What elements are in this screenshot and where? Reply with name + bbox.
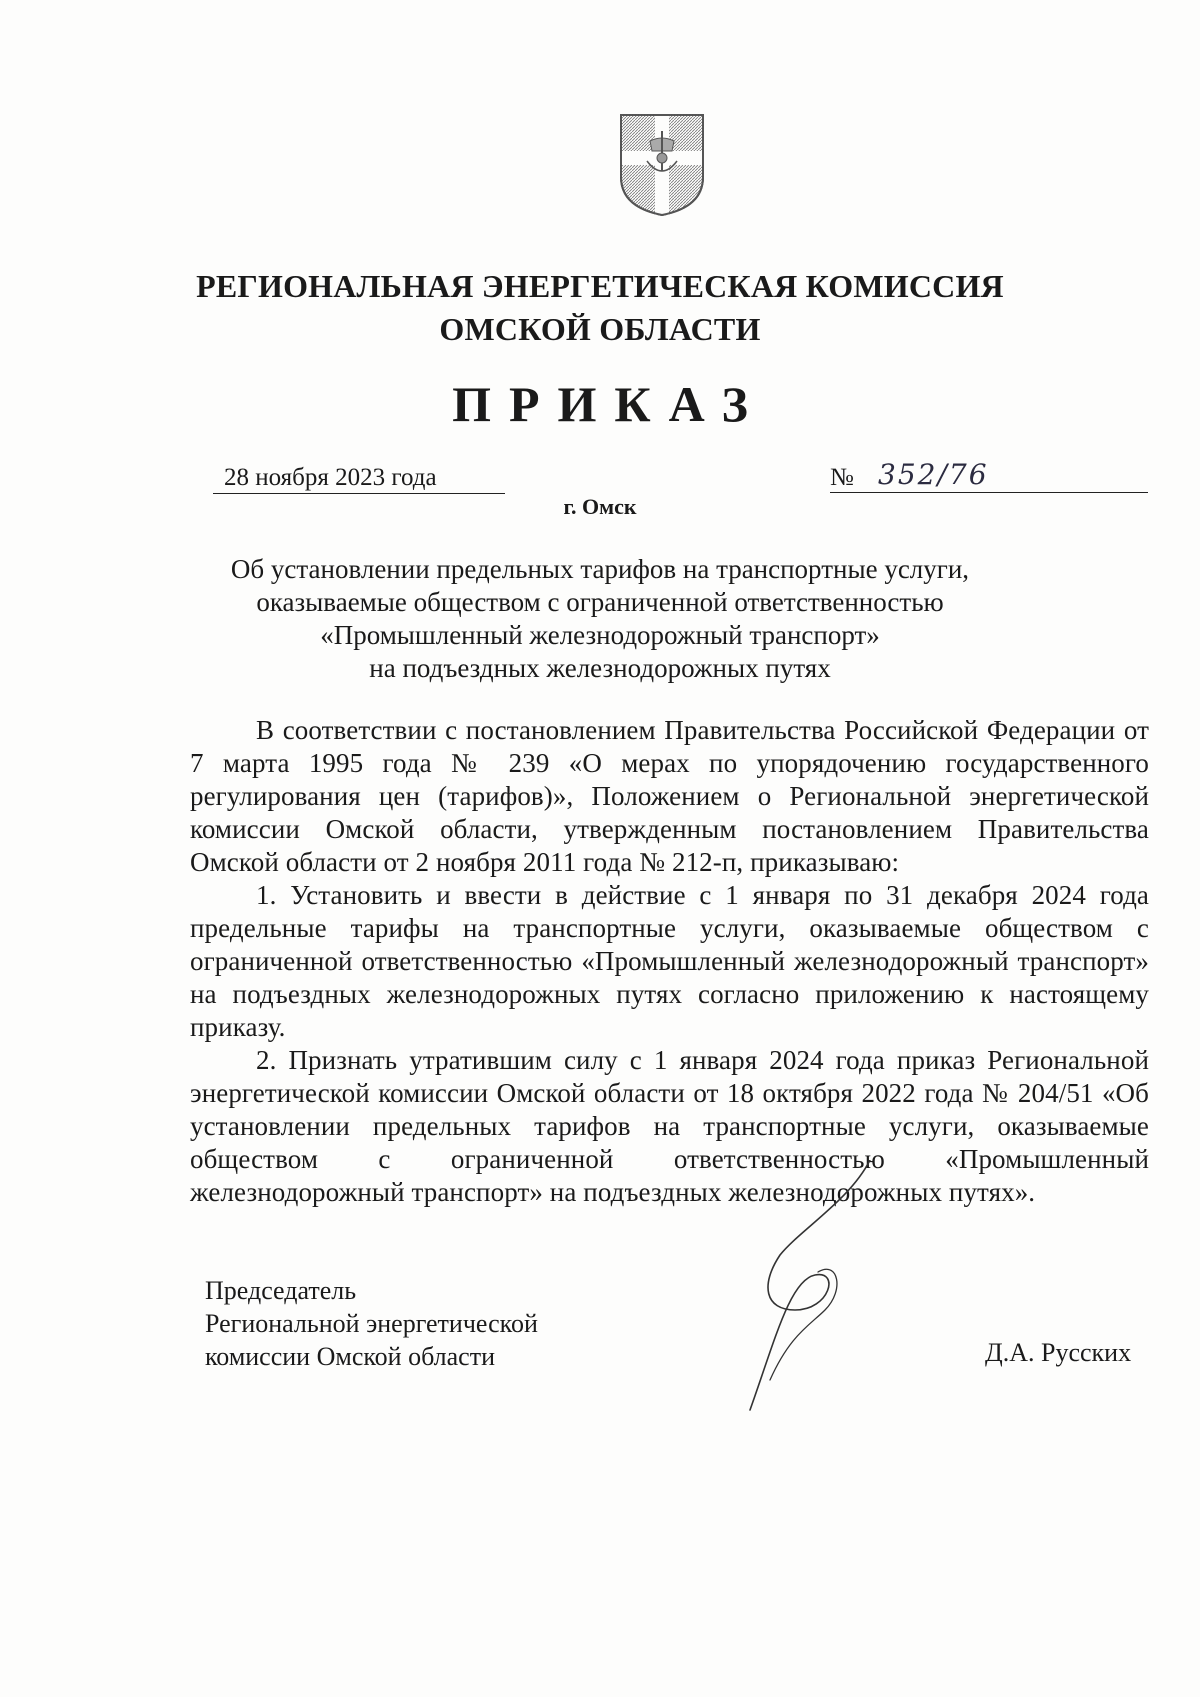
signatory-position-line: комиссии Омской области <box>205 1342 495 1371</box>
subject-line: Об установлении предельных тарифов на транспортные услуги, <box>230 554 970 584</box>
signatory-name: Д.А. Русских <box>985 1338 1132 1367</box>
document-number <box>830 460 1148 493</box>
document-date-text: 28 ноября 2023 года <box>224 464 437 491</box>
number-sign: № <box>830 464 854 491</box>
organization-title-line1: РЕГИОНАЛЬНАЯ ЭНЕРГЕТИЧЕСКАЯ КОМИССИЯ <box>196 268 1004 304</box>
document-number-value: 352/76 <box>878 458 989 491</box>
organization-title-line2: ОМСКОЙ ОБЛАСТИ <box>439 311 761 347</box>
signatory-position <box>205 1274 538 1373</box>
subject-line: оказываемые обществом с ограниченной ответственностью <box>256 587 944 617</box>
body-paragraph-preamble: В соответствии с постановлением Правительства Российской Федерации от 7 марта 1995 года № 239 «О мерах по упорядочению государственного регулирования цен (тарифов)», Положением о Региональной энергетической комиссии Омской области, утвержденным постановлением Правительства Омской области от 2 ноября 2011 года № 212-п, приказываю: <box>190 715 1149 877</box>
signatory-position-line: Председатель <box>205 1276 357 1305</box>
city-name: г. Омск <box>563 494 637 519</box>
subject-line: «Промышленный железнодорожный транспорт» <box>320 620 880 650</box>
document-date <box>213 463 505 494</box>
document-body <box>190 714 1149 1209</box>
document-subject <box>0 553 1200 685</box>
body-paragraph-item-2: 2. Признать утратившим силу с 1 января 2024 года приказ Региональной энергетической комиссии Омской области от 18 октября 2022 года № 204/51 «Об установлении предельных тарифов на транспортные услуги, оказываемые обществом с ограниченной ответственностью «Промышленный железнодорожный транспорт» на подъездных железнодорожных путях». <box>190 1045 1149 1207</box>
subject-line: на подъездных железнодорожных путях <box>369 653 831 683</box>
signatory-position-line: Региональной энергетической <box>205 1309 538 1338</box>
handwritten-signature-icon <box>720 1160 890 1416</box>
body-paragraph-item-1: 1. Установить и ввести в действие с 1 января по 31 декабря 2024 года предельные тарифы на транспортные услуги, оказываемые обществом с ограниченной ответственностью «Промышленный железнодорожный транспорт» на подъездных железнодорожных путях согласно приложению к настоящему приказу. <box>190 880 1149 1042</box>
coat-of-arms-icon <box>617 111 707 219</box>
document-type-title: ПРИКАЗ <box>452 376 766 432</box>
